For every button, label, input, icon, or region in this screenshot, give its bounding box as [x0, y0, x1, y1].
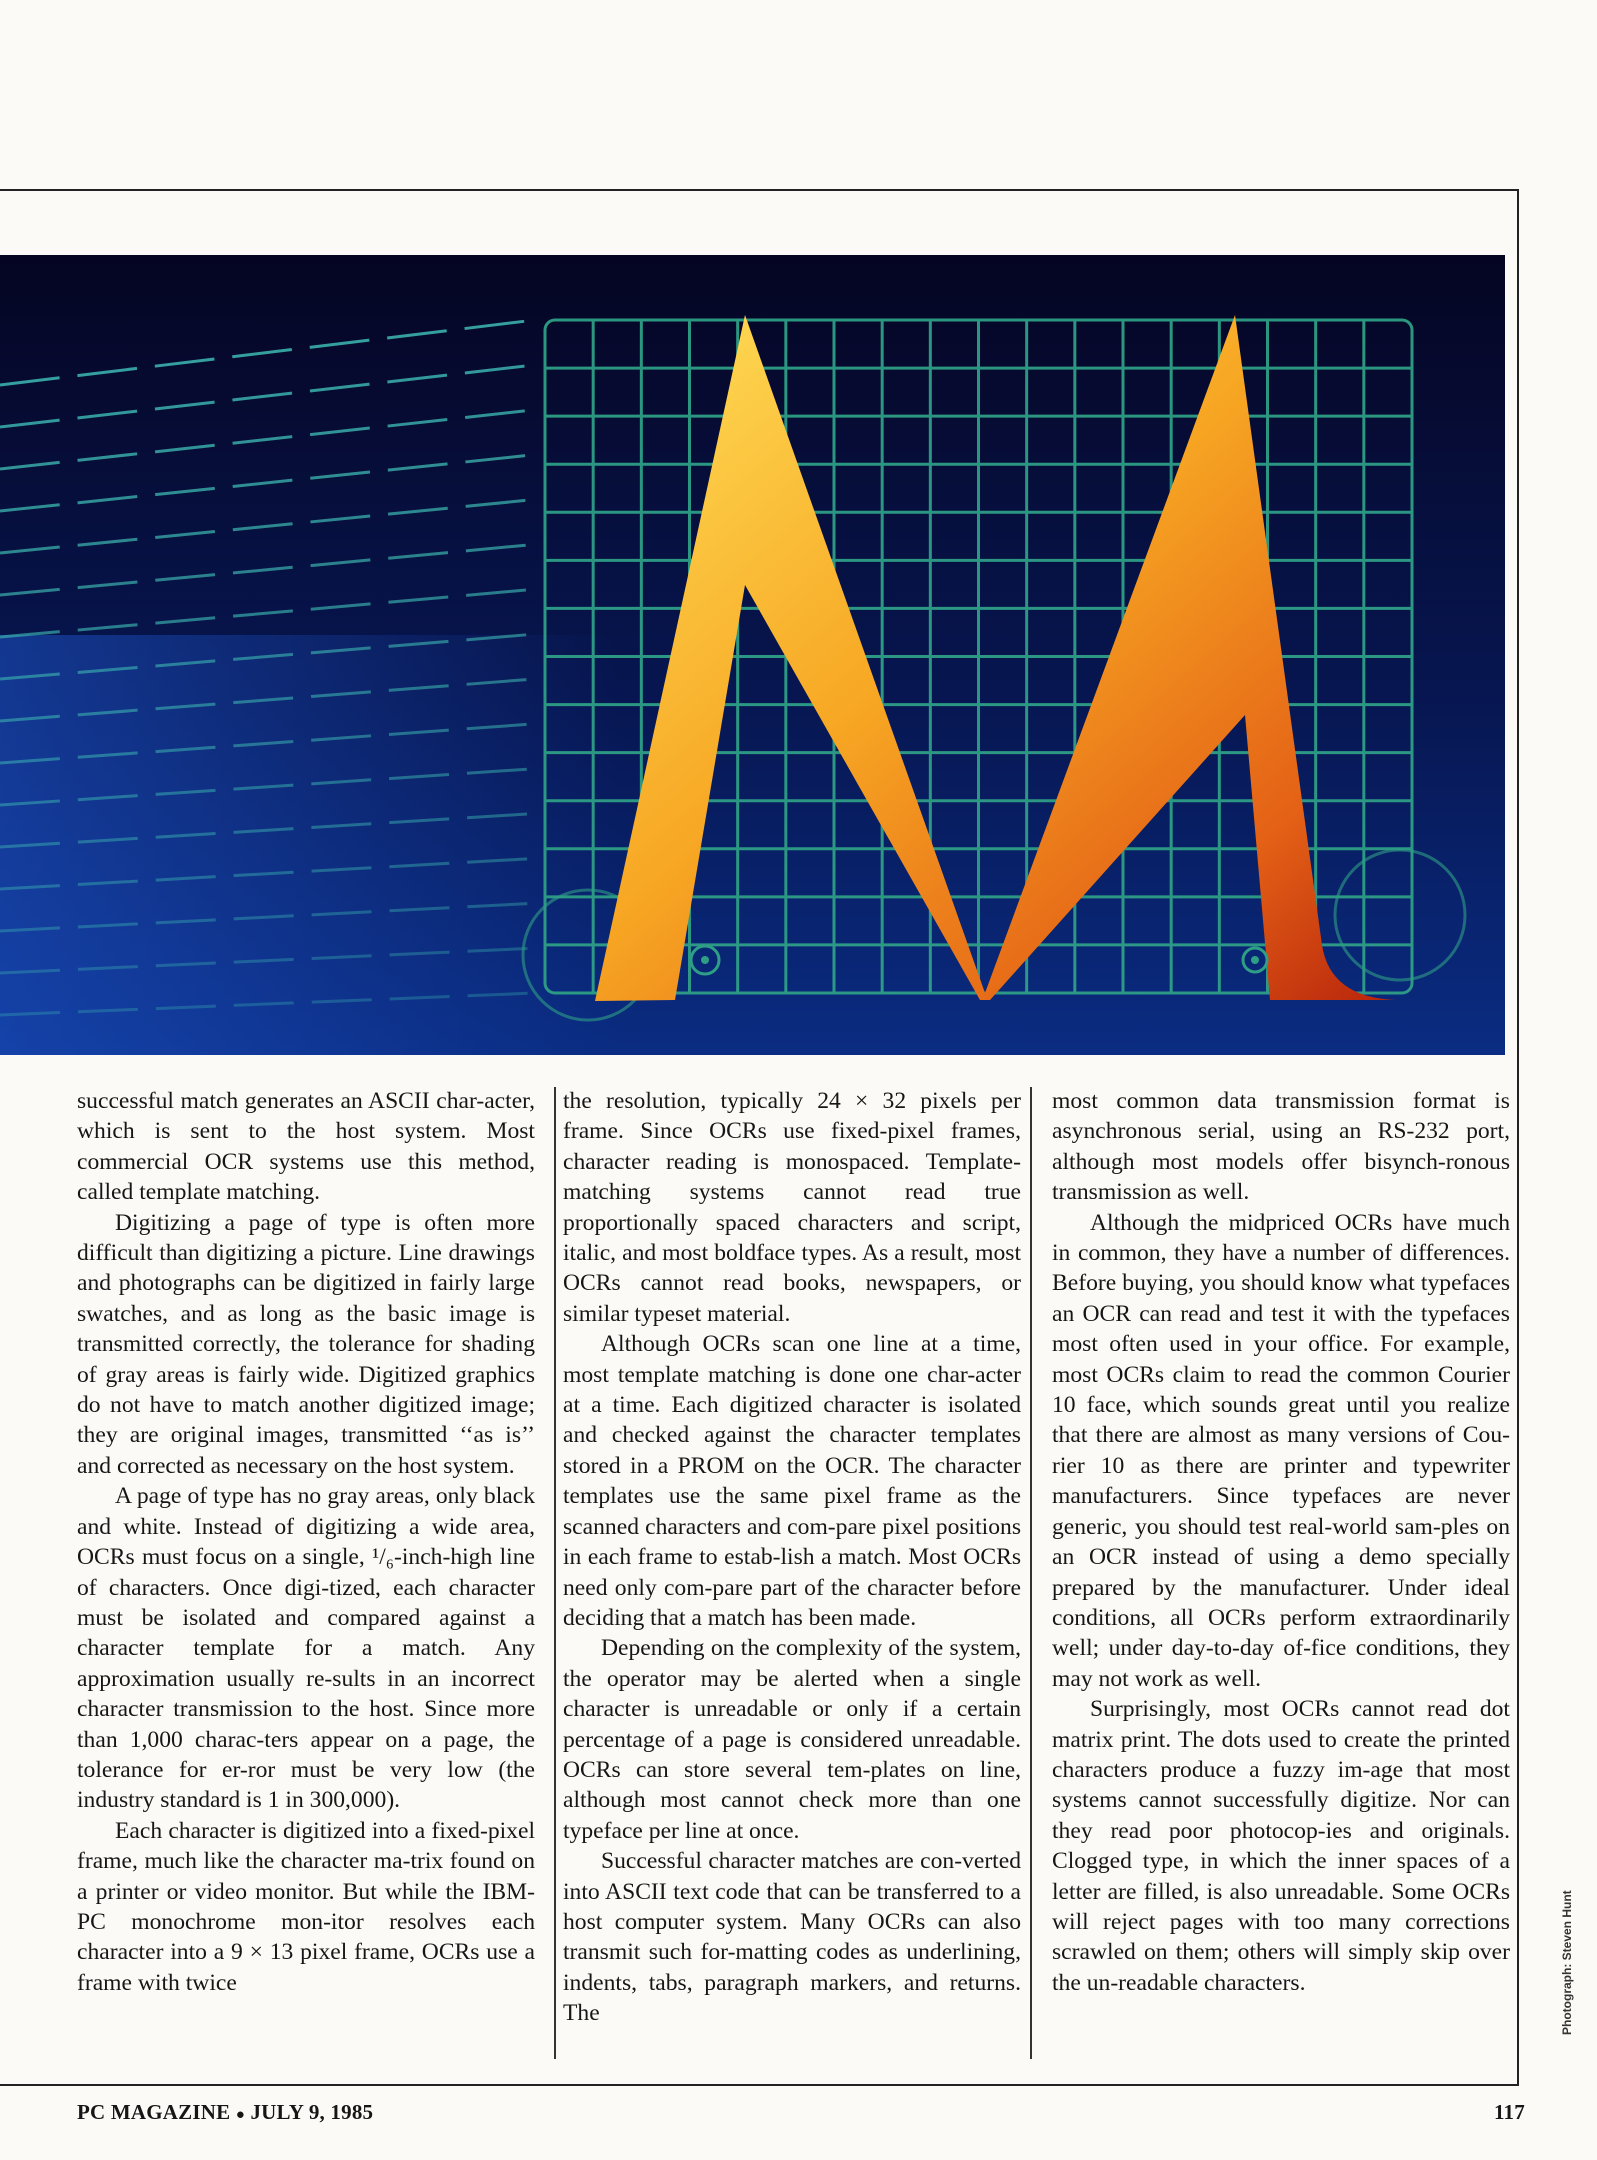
paragraph: Although OCRs scan one line at a time, most template matching is done one char-acter at a time. Each digitized character is isolated and checked against the character templates stored in a PROM on the OCR. The character templates use the same pixel frame as the scanned characters and com-pare pixel positions in each frame to estab-lish a match. Most OCRs need only com-pare part of the character before deciding that a match has been made. [563, 1331, 1021, 1631]
paragraph: most common data transmission format is asynchronous serial, using an RS-232 port, although most models offer bisynch-ronous transmission as well. [1052, 1088, 1510, 1206]
page-number: 117 [1494, 2100, 1525, 2124]
page-frame-bottom-rule [0, 2084, 1519, 2086]
publication-name: PC MAGAZINE [77, 2100, 231, 2124]
paragraph: successful match generates an ASCII char-acter, which is sent to the host system. Most commercial OCR systems use this method, called template matching. [77, 1088, 535, 1206]
page-frame-top-rule [0, 189, 1519, 191]
paragraph: Although the midpriced OCRs have much in common, they have a number of differences. Before buying, you should know what typefaces an OCR can read and test it with the typefaces most often used in your office. For example, most OCRs claim to read the common Courier 10 face, which sounds great until you realize that there are almost as many versions of Cou-rier 10 as there are printer and typewriter manufacturers. Since typefaces are never generic, you should test real-world sam-ples on an OCR instead of using a demo specially prepared by the manufacturer. Under ideal conditions, all OCRs perform extraordinarily well; under day-to-day of-fice conditions, they may not work as well. [1052, 1209, 1510, 1692]
article-column-1 [77, 1086, 535, 1998]
paragraph: Each character is digitized into a fixed-pixel frame, much like the character ma-trix found on a printer or video monitor. But while the IBM-PC monochrome mon-itor resolves each character into a 9 × 13 pixel frame, OCRs use a frame with twice [77, 1817, 535, 1996]
paragraph: A page of type has no gray areas, only black and white. Instead of digitizing a wide area, OCRs must focus on a single, ¹/₆-inch-high line of characters. Once digi-tized, each character must be isolated and compared against a character template for a match. Any approximation usually re-sults in an incorrect character transmission to the host. Since more than 1,000 charac-ters appear on a page, the tolerance for er-ror must be very low (the industry standard is 1 in 300,000). [77, 1483, 535, 1814]
column-rule-left [554, 1087, 556, 2059]
article-column-2 [563, 1086, 1021, 2029]
paragraph: Successful character matches are con-verted into ASCII text code that can be transferred to a host computer system. Many OCRs can also transmit such for-matting codes as underlining, indents, tabs, paragraph markers, and returns. The [563, 1848, 1021, 2027]
page-frame-right-rule [1517, 189, 1519, 2084]
bullet-separator: ● [235, 2107, 245, 2123]
paragraph: Digitizing a page of type is often more difficult than digitizing a picture. Line drawings and photographs can be digitized in fairly large swatches, and as long as the basic image is transmitted correctly, the tolerance for shading of gray areas is fairly wide. Digitized graphics do not have to match another digitized image; they are original images, transmitted ‘‘as is’’ and corrected as necessary on the host system. [77, 1209, 535, 1479]
paragraph: Depending on the complexity of the system, the operator may be alerted when a single character is unreadable or only if a certain percentage of a page is considered unreadable. OCRs can store several tem-plates on line, although most cannot check more than one typeface per line at once. [563, 1635, 1021, 1844]
letter-m-grid-illustration [0, 255, 1505, 1055]
hero-photograph [0, 255, 1505, 1055]
paragraph: the resolution, typically 24 × 32 pixels per frame. Since OCRs use fixed-pixel frames, character reading is monospaced. Template-matching systems cannot read true proportionally spaced characters and script, italic, and most boldface types. As a result, most OCRs cannot read books, newspapers, or similar typeset material. [563, 1088, 1021, 1327]
article-column-3 [1052, 1086, 1510, 1998]
running-footer [77, 2100, 373, 2125]
photo-credit: Photograph: Steven Hunt [1560, 1890, 1574, 2035]
issue-date: JULY 9, 1985 [250, 2100, 374, 2124]
column-rule-right [1030, 1087, 1032, 2059]
paragraph: Surprisingly, most OCRs cannot read dot matrix print. The dots used to create the printed characters produce a fuzzy im-age that most systems cannot successfully digitize. Nor can they read poor photocop-ies and originals. Clogged type, in which the inner spaces of a letter are filled, is also unreadable. Some OCRs will reject pages with too many corrections scrawled on them; others will simply skip over the un-readable characters. [1052, 1696, 1510, 1996]
